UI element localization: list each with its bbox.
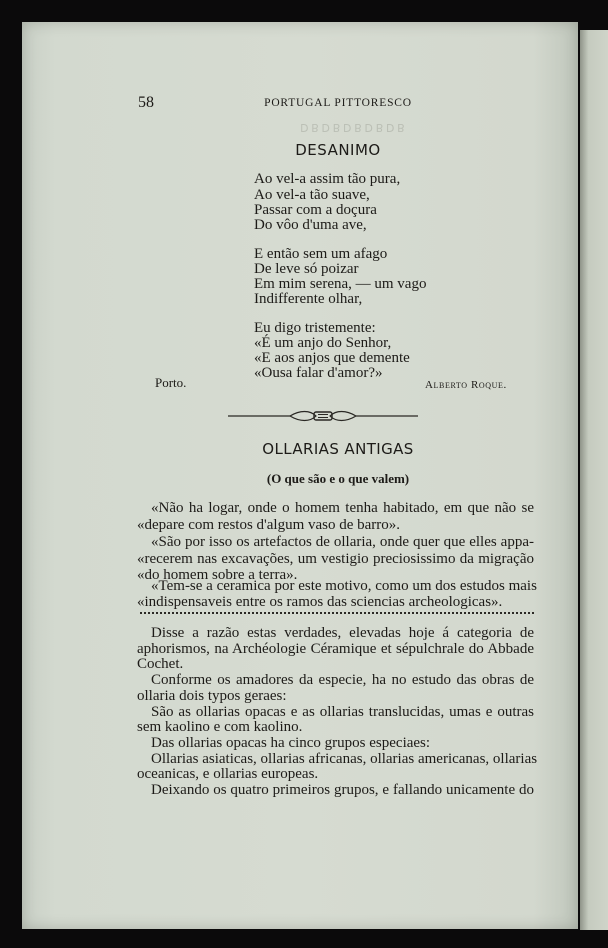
text-line: Ollarias asiaticas, ollarias africanas, ollarias americanas, ollarias <box>151 751 538 767</box>
poem-line: Indifferente olhar, <box>254 291 363 307</box>
bleed-through-text: ꓭ ꓷ ꓭ ꓷ ꓭ ꓷ ꓭ ꓷ ꓭ ꓷ <box>300 123 405 135</box>
text-line: oceanicas, e ollarias europeas. <box>137 766 319 782</box>
poem-line: Do vôo d'uma ave, <box>254 217 367 233</box>
poem-line: Em mim serena, — um vago <box>254 276 427 292</box>
text-line: «Não ha logar, onde o homem tenha habitado, em que não se <box>151 500 534 516</box>
poem-line: Ao vel-a assim tão pura, <box>254 171 401 187</box>
text-line: Cochet. <box>137 656 184 672</box>
poem-line: E então sem um afago <box>254 246 388 262</box>
text-line: Disse a razão estas verdades, elevadas hoje á categoria de <box>151 625 534 641</box>
article-subtitle: (O que são e o que valem) <box>266 471 410 486</box>
article-title: OLLARIAS ANTIGAS <box>262 440 414 458</box>
dotted-separator <box>140 606 534 614</box>
ornamental-divider-icon <box>228 408 418 424</box>
text-line: «Tem-se a ceramica por este motivo, como um dos estudos mais <box>151 578 537 594</box>
text-line: Conforme os amadores da especie, ha no estudo das obras de <box>151 672 534 688</box>
text-line: «indispensaveis entre os ramos das sciencias archeologicas». <box>137 594 503 610</box>
poem-place: Porto. <box>155 375 187 390</box>
poem-title: DESANIMO <box>295 141 381 159</box>
text-line: «recerem nas excavações, um vestigio preciosissimo da migração <box>137 551 534 567</box>
poem-author: Alberto Roque. <box>425 379 507 391</box>
text-line: «do homem sobre a terra». <box>137 567 298 583</box>
text-line: ollaria dois typos geraes: <box>137 688 287 704</box>
poem-line: Eu digo tristemente: <box>254 320 376 336</box>
text-line: Deixando os quatro primeiros grupos, e fallando unicamente do <box>151 782 534 798</box>
poem-line: «Ousa falar d'amor?» <box>254 365 383 381</box>
running-title: PORTUGAL PITTORESCO <box>264 97 412 109</box>
text-line: «São por isso os artefactos de ollaria, onde quer que elles appa- <box>151 534 534 550</box>
text-line: São as ollarias opacas e as ollarias translucidas, umas e outras <box>151 704 534 720</box>
text-line: sem kaolino e com kaolino. <box>137 719 303 735</box>
poem-line: Passar com a doçura <box>254 202 377 218</box>
text-line: «depare com restos d'algum vaso de barro». <box>137 517 401 533</box>
poem-line: «É um anjo do Senhor, <box>254 335 392 351</box>
poem-line: Ao vel-a tão suave, <box>254 187 370 203</box>
poem-line: «E aos anjos que demente <box>254 350 410 366</box>
page-number: 58 <box>138 94 154 111</box>
poem-line: De leve só poizar <box>254 261 359 277</box>
text-line: aphorismos, na Archéologie Céramique et sépulchrale do Abbade <box>137 641 534 657</box>
text-line: Das ollarias opacas ha cinco grupos especiaes: <box>151 735 431 751</box>
